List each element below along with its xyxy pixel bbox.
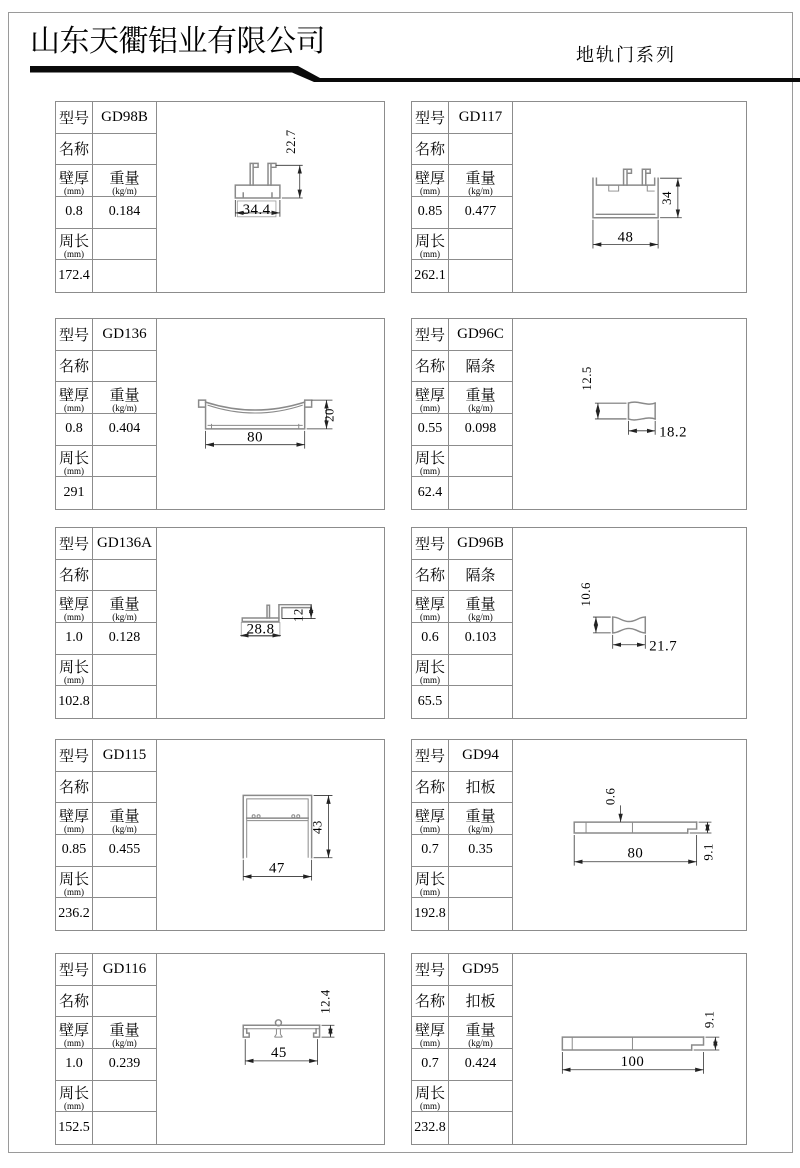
- model-label: 型号: [56, 528, 93, 560]
- weight-value: 0.128: [93, 623, 156, 655]
- thickness-value: 0.55: [412, 414, 449, 446]
- thickness-value: 0.8: [56, 414, 93, 446]
- model-label: 型号: [56, 740, 93, 772]
- dim-height-label: 12.5: [579, 366, 594, 391]
- profile-card-gd116: [55, 953, 385, 1145]
- model-value: GD117: [449, 102, 512, 134]
- weight-value: 0.098: [449, 414, 512, 446]
- model-value: GD95: [449, 954, 512, 986]
- dim-width-label: 21.7: [649, 638, 678, 655]
- thickness-value: 1.0: [56, 623, 93, 655]
- model-label: 型号: [412, 954, 449, 986]
- thickness-value: 0.85: [412, 197, 449, 229]
- profile-card-gd95: [411, 953, 747, 1145]
- model-label: 型号: [412, 740, 449, 772]
- weight-label: 重量 (kg/m): [93, 803, 156, 835]
- weight-label: 重量 (kg/m): [93, 165, 156, 197]
- name-value: 隔条: [449, 351, 512, 383]
- thickness-label: 壁厚 (mm): [412, 1017, 449, 1049]
- profile-card-gd117: [411, 101, 747, 293]
- name-value: 隔条: [449, 560, 512, 592]
- thickness-value: 0.6: [412, 623, 449, 655]
- weight-label: 重量 (kg/m): [93, 382, 156, 414]
- perimeter-value: 291: [56, 477, 93, 509]
- perimeter-value: 62.4: [412, 477, 449, 509]
- weight-value: 0.477: [449, 197, 512, 229]
- weight-label: 重量 (kg/m): [449, 803, 512, 835]
- dim-width-label: 47: [269, 860, 285, 877]
- perimeter-value: 172.4: [56, 260, 93, 292]
- name-value: [93, 560, 156, 592]
- profile-card-gd136a: [55, 527, 385, 719]
- perimeter-label: 周长 (mm): [56, 1081, 93, 1113]
- profile-card-gd98b: [55, 101, 385, 293]
- perimeter-label: 周长 (mm): [412, 1081, 449, 1113]
- profile-card-gd94: [411, 739, 747, 931]
- weight-value: 0.455: [93, 835, 156, 867]
- model-label: 型号: [412, 319, 449, 351]
- thickness-value: 0.8: [56, 197, 93, 229]
- profile-drawing-gd115: [156, 740, 383, 930]
- perimeter-value: 262.1: [412, 260, 449, 292]
- perimeter-label: 周长 (mm): [56, 229, 93, 261]
- profile-card-gd136: [55, 318, 385, 510]
- name-label: 名称: [56, 560, 93, 592]
- perimeter-label: 周长 (mm): [412, 867, 449, 899]
- profile-drawing-gd95: [512, 954, 745, 1144]
- spec-table: [56, 319, 157, 509]
- dim-height-label: 22.7: [283, 129, 298, 154]
- dim-height-label: 34: [659, 191, 674, 205]
- spec-table: [56, 740, 157, 930]
- perimeter-value: 152.5: [56, 1112, 93, 1144]
- perimeter-value: 102.8: [56, 686, 93, 718]
- dim-height-label: 43: [310, 820, 325, 835]
- thickness-label: 壁厚 (mm): [412, 803, 449, 835]
- dim-width-label: 45: [270, 1044, 287, 1061]
- name-label: 名称: [56, 986, 93, 1018]
- dim-width-label: 80: [247, 429, 264, 446]
- profile-drawing-gd117: [512, 102, 745, 292]
- perimeter-label: 周长 (mm): [56, 655, 93, 687]
- weight-value: 0.35: [449, 835, 512, 867]
- model-value: GD98B: [93, 102, 156, 134]
- profile-drawing-gd136: [156, 319, 383, 509]
- dim-width-label: 100: [620, 1053, 645, 1070]
- name-value: [449, 134, 512, 166]
- thickness-value: 0.7: [412, 835, 449, 867]
- profile-drawing-gd94: [512, 740, 745, 930]
- dim-height-label: 10.6: [579, 582, 593, 607]
- profile-drawing-gd116: [156, 954, 383, 1144]
- dim-width-label: 80: [627, 845, 644, 862]
- spec-table: [412, 319, 513, 509]
- dim-width-label: 48: [617, 229, 634, 246]
- spec-table: [412, 528, 513, 718]
- weight-label: 重量 (kg/m): [449, 165, 512, 197]
- model-label: 型号: [56, 319, 93, 351]
- thickness-value: 0.85: [56, 835, 93, 867]
- spec-table: [56, 528, 157, 718]
- model-label: 型号: [412, 528, 449, 560]
- name-label: 名称: [56, 772, 93, 804]
- profile-card-gd96b: [411, 527, 747, 719]
- perimeter-label: 周长 (mm): [412, 446, 449, 478]
- name-value: [93, 986, 156, 1018]
- thickness-value: 1.0: [56, 1049, 93, 1081]
- perimeter-value: 236.2: [56, 898, 93, 930]
- perimeter-value: 232.8: [412, 1112, 449, 1144]
- model-value: GD94: [449, 740, 512, 772]
- series-title: 地轨门系列: [576, 45, 676, 65]
- spec-table: [56, 954, 157, 1144]
- spec-table: [56, 102, 157, 292]
- weight-label: 重量 (kg/m): [449, 1017, 512, 1049]
- model-value: GD116: [93, 954, 156, 986]
- spec-table: [412, 954, 513, 1144]
- thickness-label: 壁厚 (mm): [56, 382, 93, 414]
- perimeter-label: 周长 (mm): [56, 867, 93, 899]
- weight-label: 重量 (kg/m): [449, 591, 512, 623]
- model-value: GD136A: [93, 528, 156, 560]
- model-value: GD136: [93, 319, 156, 351]
- dim-height-label: 9.1: [701, 843, 716, 861]
- name-label: 名称: [56, 351, 93, 383]
- profile-card-gd96c: [411, 318, 747, 510]
- weight-value: 0.184: [93, 197, 156, 229]
- dim-height-label: 12.4: [318, 989, 333, 1014]
- thickness-label: 壁厚 (mm): [412, 165, 449, 197]
- weight-value: 0.424: [449, 1049, 512, 1081]
- spec-table: [412, 740, 513, 930]
- thickness-label: 壁厚 (mm): [56, 165, 93, 197]
- profile-card-gd115: [55, 739, 385, 931]
- weight-value: 0.239: [93, 1049, 156, 1081]
- model-label: 型号: [56, 954, 93, 986]
- thickness-label: 壁厚 (mm): [56, 591, 93, 623]
- spec-table: [412, 102, 513, 292]
- model-value: GD96B: [449, 528, 512, 560]
- name-value: [93, 351, 156, 383]
- dim-height-label: 9.1: [702, 1010, 717, 1029]
- name-value: 扣板: [449, 772, 512, 804]
- name-label: 名称: [412, 772, 449, 804]
- weight-value: 0.103: [449, 623, 512, 655]
- model-label: 型号: [56, 102, 93, 134]
- profile-drawing-gd96b: [512, 528, 745, 718]
- dim-height-label: 12: [291, 608, 306, 623]
- header-divider: [0, 60, 800, 90]
- thickness-label: 壁厚 (mm): [56, 1017, 93, 1049]
- thickness-label: 壁厚 (mm): [412, 382, 449, 414]
- dim-width-label: 34.4: [242, 201, 271, 218]
- dim-width-label: 18.2: [659, 424, 687, 441]
- company-title: 山东天衢铝业有限公司: [30, 25, 325, 58]
- weight-value: 0.404: [93, 414, 156, 446]
- name-label: 名称: [412, 134, 449, 166]
- weight-label: 重量 (kg/m): [93, 1017, 156, 1049]
- dim-thickness-label: 0.6: [603, 787, 618, 806]
- profile-drawing-gd136a: [156, 528, 383, 718]
- model-label: 型号: [412, 102, 449, 134]
- thickness-label: 壁厚 (mm): [412, 591, 449, 623]
- model-value: GD115: [93, 740, 156, 772]
- name-value: 扣板: [449, 986, 512, 1018]
- perimeter-label: 周长 (mm): [412, 655, 449, 687]
- perimeter-value: 65.5: [412, 686, 449, 718]
- weight-label: 重量 (kg/m): [93, 591, 156, 623]
- perimeter-label: 周长 (mm): [56, 446, 93, 478]
- weight-label: 重量 (kg/m): [449, 382, 512, 414]
- name-label: 名称: [412, 986, 449, 1018]
- dim-height-label: 20: [322, 408, 337, 422]
- dim-width-label: 28.8: [246, 621, 275, 638]
- name-value: [93, 772, 156, 804]
- thickness-label: 壁厚 (mm): [56, 803, 93, 835]
- name-label: 名称: [412, 560, 449, 592]
- name-value: [93, 134, 156, 166]
- model-value: GD96C: [449, 319, 512, 351]
- profile-drawing-gd96c: [512, 319, 745, 509]
- perimeter-label: 周长 (mm): [412, 229, 449, 261]
- perimeter-value: 192.8: [412, 898, 449, 930]
- profile-drawing-gd98b: [156, 102, 383, 292]
- name-label: 名称: [412, 351, 449, 383]
- thickness-value: 0.7: [412, 1049, 449, 1081]
- name-label: 名称: [56, 134, 93, 166]
